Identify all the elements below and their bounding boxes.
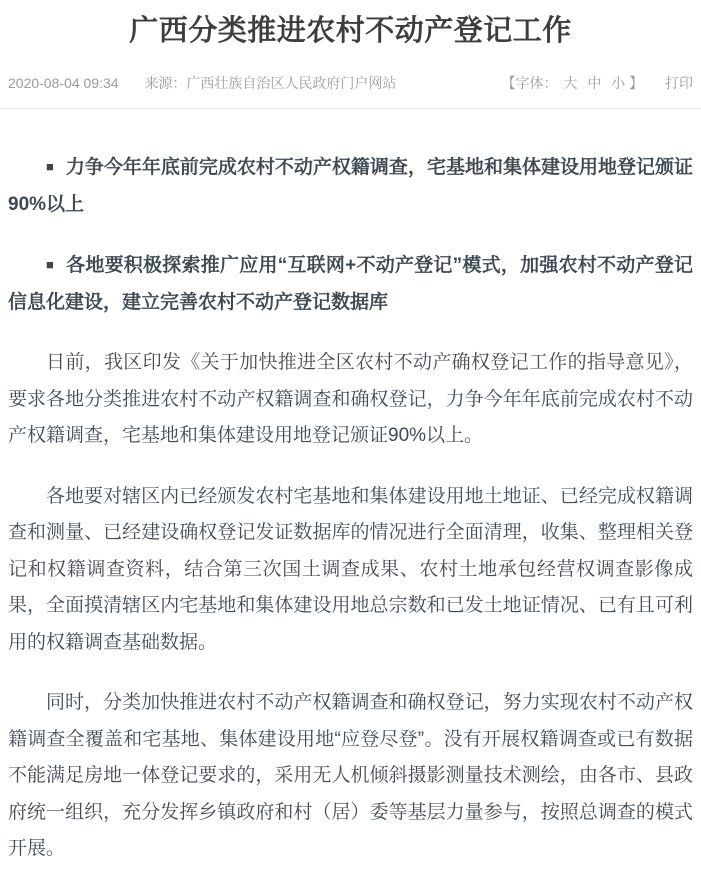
summary-point-1-text: 力争今年年底前完成农村不动产权籍调查，宅基地和集体建设用地登记颁证90%以上 [8, 157, 693, 215]
summary-point-2 [8, 247, 693, 321]
body-paragraph-2: 各地要对辖区内已经颁发农村宅基地和集体建设用地土地证、已经完成权籍调查和测量、已经建设确权登记发证数据库的情况进行全面清理，收集、整理相关登记和权籍调查资料，结合第三次国土调查成果、农村土地承包经营权调查影像成果，全面摸清辖区内宅基地和集体建设用地总宗数和已发土地证情况、已有且可利用的权籍调查基础数据。 [8, 485, 693, 653]
print-button[interactable]: 打印 [665, 75, 693, 91]
article-source: 来源：广西壮族自治区人民政府门户网站 [144, 75, 397, 91]
font-size-bracket-open: 【字体： [501, 75, 558, 91]
font-size-large-button[interactable]: 大 [563, 75, 578, 91]
article-page [0, 8, 701, 868]
summary-highlights [8, 149, 693, 321]
meta-left [8, 73, 396, 93]
square-bullet-icon: ■ [46, 159, 54, 174]
body-paragraph-1: 日前，我区印发《关于加快推进全区农村不动产确权登记工作的指导意见》，要求各地分类推进农村不动产权籍调查和确权登记，力争今年年底前完成农村不动产权籍调查，宅基地和集体建设用地登记颁证90%以上。 [8, 352, 693, 446]
font-size-bracket-close: 】 [629, 75, 644, 91]
publish-datetime: 2020-08-04 09:34 [8, 75, 119, 91]
article-meta-bar [8, 73, 693, 93]
font-size-small-button[interactable]: 小 [611, 75, 626, 91]
square-bullet-icon: ■ [46, 257, 54, 272]
body-paragraph-3: 同时，分类加快推进农村不动产权籍调查和确权登记，努力实现农村不动产权籍调查全覆盖和宅基地、集体建设用地“应登尽登”。没有开展权籍调查或已有数据不能满足房地一体登记要求的，采用无人机倾斜摄影测量技术测绘，由各市、县政府统一组织，充分发挥乡镇政府和村（居）委等基层力量参与，按照总调查的模式开展。 [8, 692, 693, 859]
summary-point-2-text: 各地要积极探索推广应用“互联网+不动产登记”模式，加强农村不动产登记信息化建设，建立完善农村不动产登记数据库 [8, 255, 693, 313]
summary-point-1 [8, 149, 693, 223]
meta-right [502, 73, 693, 93]
article-content [8, 109, 693, 868]
page-title: 广西分类推进农村不动产登记工作 [129, 15, 572, 47]
font-size-medium-button[interactable]: 中 [587, 75, 602, 91]
